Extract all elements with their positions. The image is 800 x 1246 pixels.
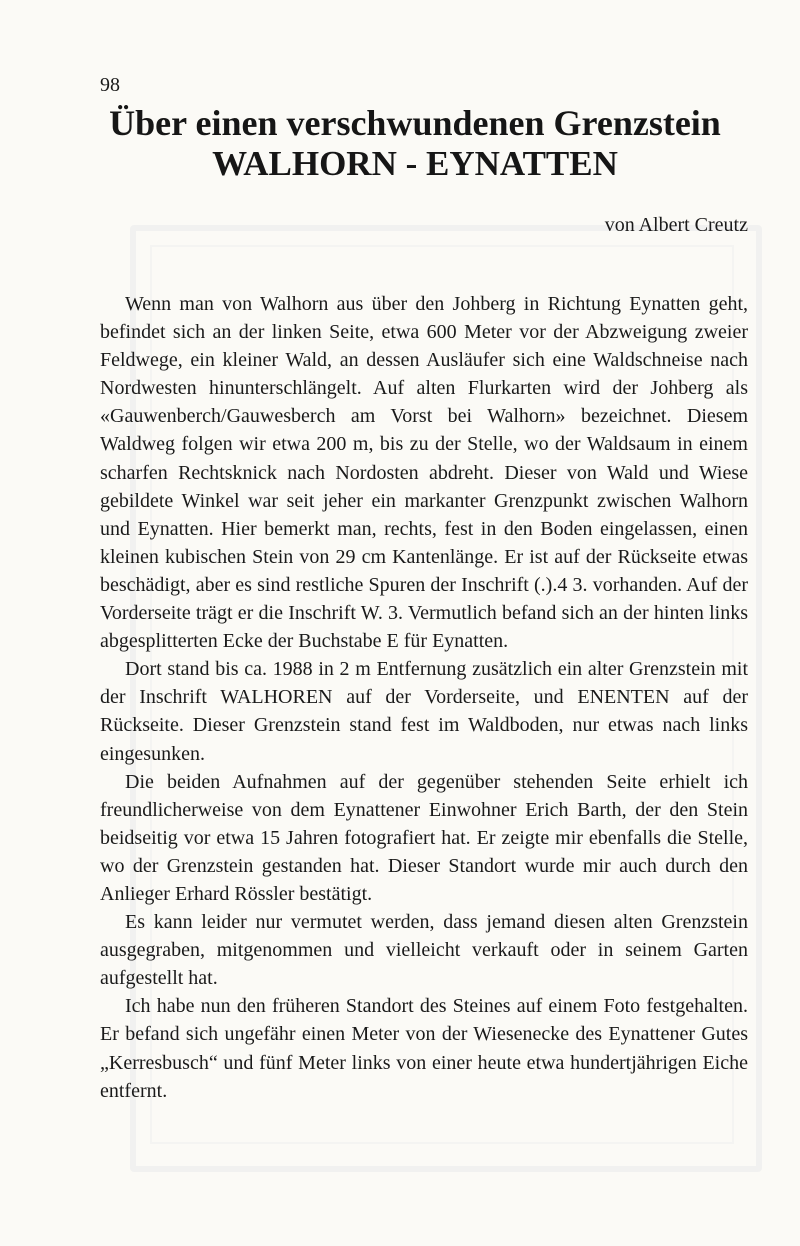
article-body [100, 290, 748, 1105]
paragraph: Wenn man von Walhorn aus über den Johberg in Richtung Eynatten geht, befindet sich an der linken Seite, etwa 600 Meter vor der Abzweigung zweier Feldwege, ein kleiner Wald, an dessen Ausläufer sich eine Waldschneise nach Nordwesten hinunterschlängelt. Auf alten Flurkarten wird der Johberg als «Gauwenberch/Gauwesberch am Vorst bei Walhorn» bezeichnet. Diesem Waldweg folgen wir etwa 200 m, bis zu der Stelle, wo der Waldsaum in einem scharfen Rechtsknick nach Nordosten abdreht. Dieser von Wald und Wiese gebildete Winkel war seit jeher ein markanter Grenzpunkt zwischen Walhorn und Eynatten. Hier bemerkt man, rechts, fest in den Boden eingelassen, einen kleinen kubischen Stein von 29 cm Kantenlänge. Er ist auf der Rückseite etwas beschädigt, aber es sind restliche Spuren der Inschrift (.).4 3. vorhanden. Auf der Vorderseite trägt er die Inschrift W. 3. Vermutlich befand sich an der hinten links abgesplitterten Ecke der Buchstabe E für Eynatten. [100, 293, 748, 653]
article-subtitle: WALHORN - EYNATTEN [212, 144, 618, 183]
paragraph: Die beiden Aufnahmen auf der gegenüber stehenden Seite erhielt ich freundlicherweise von dem Eynattener Einwohner Erich Barth, der den Stein beidseitig vor etwa 15 Jahren fotografiert hat. Er zeigte mir ebenfalls die Stelle, wo der Grenzstein gestanden hat. Dieser Standort wurde mir auch durch den Anlieger Erhard Rössler bestätigt. [100, 770, 748, 905]
paragraph: Dort stand bis ca. 1988 in 2 m Entfernung zusätzlich ein alter Grenzstein mit der Inschrift WALHOREN auf der Vorderseite, und ENENTEN auf der Rückseite. Dieser Grenzstein stand fest im Waldboden, nur etwas nach links eingesunken. [100, 658, 748, 765]
author-byline: von Albert Creutz [604, 214, 748, 236]
paragraph: Ich habe nun den früheren Standort des Steines auf einem Foto festgehalten. Er befand sich ungefähr einen Meter von der Wiesenecke des Eynattener Gutes „Kerresbusch“ und fünf Meter links von einer heute etwa hundertjährigen Eiche entfernt. [100, 995, 748, 1102]
article-title: Über einen verschwundenen Grenzstein [109, 103, 721, 143]
paragraph: Es kann leider nur vermutet werden, dass jemand diesen alten Grenzstein ausgegraben, mitgenommen und vielleicht verkauft oder in seinem Garten aufgestellt hat. [100, 911, 748, 990]
page-number: 98 [100, 74, 120, 96]
